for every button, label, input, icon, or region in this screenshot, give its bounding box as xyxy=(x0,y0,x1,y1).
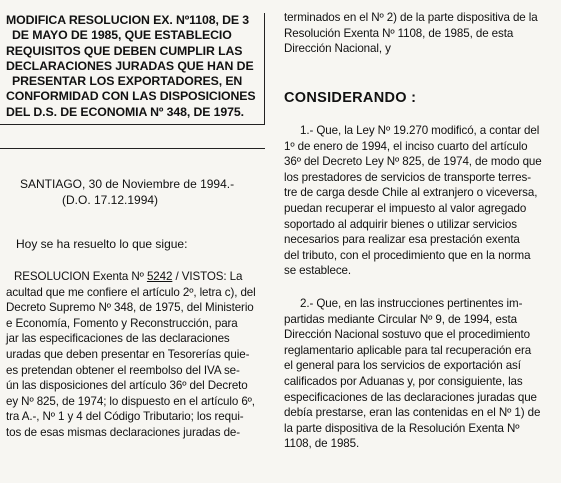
resolution-body xyxy=(6,269,268,441)
location-date: SANTIAGO, 30 de Noviembre de 1994.- xyxy=(20,177,235,191)
body-line: tra A.-, Nº 1 y 4 del Código Tributario; los requi- xyxy=(6,410,244,424)
body-line: del tributo, con el procedimiento que en la norma xyxy=(284,248,531,262)
title-line: PRESENTAR LOS EXPORTADORES, EN xyxy=(12,74,243,89)
title-line: DECLARACIONES JURADAS QUE HAN DE xyxy=(6,58,254,73)
title-line: MODIFICA RESOLUCION EX. Nº1108, DE 3 xyxy=(6,13,250,27)
body-suffix: / VISTOS: La xyxy=(172,270,243,283)
body-line: calificados por Aduanas y, por consiguiente, las xyxy=(284,374,523,388)
divider xyxy=(0,148,265,149)
body-line: 1º de enero de 1994, el inciso cuarto del artículo xyxy=(284,139,528,153)
body-line: 2.- Que, en las instrucciones pertinentes im- xyxy=(300,297,523,310)
body-line: reglamentario aplicable para tal recuperación era xyxy=(284,343,532,357)
resolution-title xyxy=(0,13,265,125)
body-line: necesarios para realizar esa prestación exenta xyxy=(284,233,520,247)
resolution-number: 5242 xyxy=(146,270,173,283)
location-date-block xyxy=(20,177,234,208)
body-line: Decreto Supremo Nº 348, de 1975, del Ministerio xyxy=(6,301,254,315)
body-line: partidas mediante Circular Nº 9, de 1994, esta xyxy=(284,312,517,326)
body-line: tre de carga desde Chile al extranjero o viceversa, xyxy=(284,186,538,200)
body-line: ún las disposiciones del artículo 36º del Decreto xyxy=(6,379,248,393)
body-line: e Economía, Fomento y Reconstrucción, para xyxy=(6,316,238,330)
resolved-line: Hoy se ha resuelto lo que sigue: xyxy=(16,237,188,251)
body-line: se establece. xyxy=(284,264,352,278)
body-line: Resolución Exenta Nº 1108, de 1985, de esta xyxy=(284,26,514,40)
considerando-heading: CONSIDERANDO : xyxy=(284,90,417,106)
body-prefix: RESOLUCION Exenta Nº xyxy=(14,270,147,283)
body-line: Dirección Nacional, y xyxy=(284,42,391,56)
body-line: soportado al adquirir bienes o utilizar servicios xyxy=(284,217,517,231)
body-line: terminados en el Nº 2) de la parte dispositiva de la xyxy=(284,11,538,24)
body-line: es pretendan obtener el reembolso del IVA se- xyxy=(6,363,240,377)
body-line: uradas que deben presentar en Tesorerías quie- xyxy=(6,347,250,361)
body-first-line xyxy=(6,269,268,285)
body-line: tos de esas mismas declaraciones juradas de- xyxy=(6,425,241,439)
title-line: REQUISITOS QUE DEBEN CUMPLIR LAS xyxy=(6,43,243,58)
publication-date: (D.O. 17.12.1994) xyxy=(62,192,159,207)
body-line: Dirección Nacional sostuvo que el procedimiento xyxy=(284,328,530,342)
left-column xyxy=(0,0,272,125)
body-line: acultad que me confiere el artículo 2º, letra c), del xyxy=(6,285,256,299)
body-line: la parte dispositiva de la Resolución Exenta Nº xyxy=(284,421,520,435)
body-line: puedan recuperar el impuesto al valor agregado xyxy=(284,201,527,215)
body-line: los prestadores de servicios de transporte terres- xyxy=(284,170,531,184)
considerando-paragraph-2 xyxy=(284,296,556,452)
continuation-text xyxy=(284,10,556,57)
body-line: 1108, de 1985. xyxy=(284,437,360,451)
body-line: 1.- Que, la Ley Nº 19.270 modificó, a contar del xyxy=(300,124,540,137)
body-line: jar las especificaciones de las declaraciones xyxy=(6,332,230,346)
title-line: CONFORMIDAD CON LAS DISPOSICIONES xyxy=(6,89,256,104)
considerando-paragraph-1 xyxy=(284,123,556,279)
body-line: 36º del Decreto Ley Nº 825, de 1974, de modo que xyxy=(284,155,542,169)
body-line: debía prestarse, eran las contenidas en el Nº 1) de xyxy=(284,406,541,420)
title-line: DEL D.S. DE ECONOMIA Nº 348, DE 1975. xyxy=(6,104,244,119)
title-line: DE MAYO DE 1985, QUE ESTABLECIO xyxy=(12,28,232,43)
body-line: el general para los servicios de exportación así xyxy=(284,359,521,373)
body-line: ey Nº 825, de 1974; lo dispuesto en el artículo 6º, xyxy=(6,394,255,408)
body-line: especificaciones de las declaraciones juradas que xyxy=(284,390,537,404)
